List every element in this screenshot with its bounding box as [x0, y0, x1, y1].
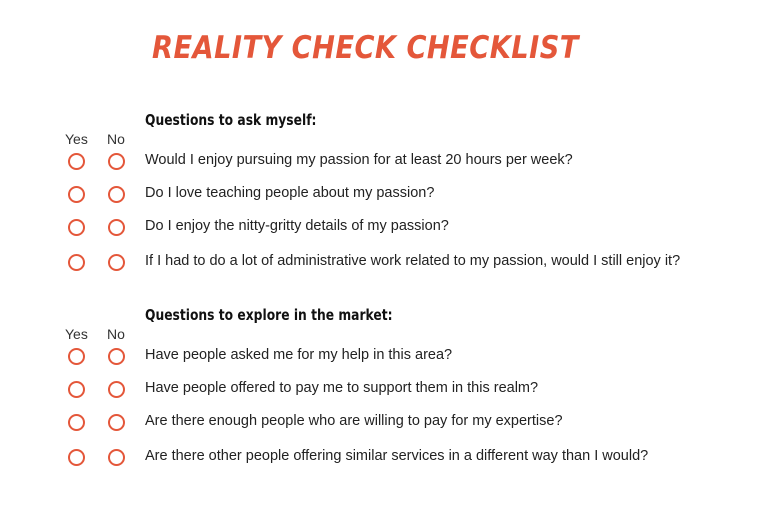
yes-radio-q5[interactable]	[68, 348, 85, 365]
yes-radio-q1[interactable]	[68, 153, 85, 170]
yes-radio-q8[interactable]	[68, 449, 85, 466]
question-label: If I had to do a lot of administrative work related to my passion, would I still enjoy it?	[145, 253, 681, 269]
question-label: Do I enjoy the nitty-gritty details of my passion?	[145, 218, 449, 234]
yes-radio-q6[interactable]	[68, 381, 85, 398]
yes-radio-q7[interactable]	[68, 414, 85, 431]
no-radio-q7[interactable]	[108, 414, 125, 431]
yes-radio-q4[interactable]	[68, 254, 85, 271]
question-label: Are there other people offering similar services in a different way than I would?	[145, 448, 649, 464]
question-label: Do I love teaching people about my passion?	[145, 185, 435, 201]
page-title: REALITY CHECK CHECKLIST	[152, 30, 579, 66]
question-label: Are there enough people who are willing to pay for my expertise?	[145, 413, 563, 429]
question-label: Have people offered to pay me to support them in this realm?	[145, 380, 539, 396]
no-radio-q1[interactable]	[108, 153, 125, 170]
yes-radio-q2[interactable]	[68, 186, 85, 203]
no-radio-q3[interactable]	[108, 219, 125, 236]
no-radio-q8[interactable]	[108, 449, 125, 466]
no-column-label: No	[107, 131, 125, 147]
section-heading-explore-market: Questions to explore in the market:	[145, 306, 393, 324]
no-radio-q2[interactable]	[108, 186, 125, 203]
yes-column-label: Yes	[65, 326, 88, 342]
yes-column-label: Yes	[65, 131, 88, 147]
no-column-label: No	[107, 326, 125, 342]
question-label: Have people asked me for my help in this area?	[145, 347, 453, 363]
yes-radio-q3[interactable]	[68, 219, 85, 236]
no-radio-q5[interactable]	[108, 348, 125, 365]
no-radio-q4[interactable]	[108, 254, 125, 271]
no-radio-q6[interactable]	[108, 381, 125, 398]
section-heading-ask-myself: Questions to ask myself:	[145, 111, 317, 129]
question-label: Would I enjoy pursuing my passion for at least 20 hours per week?	[145, 152, 573, 168]
